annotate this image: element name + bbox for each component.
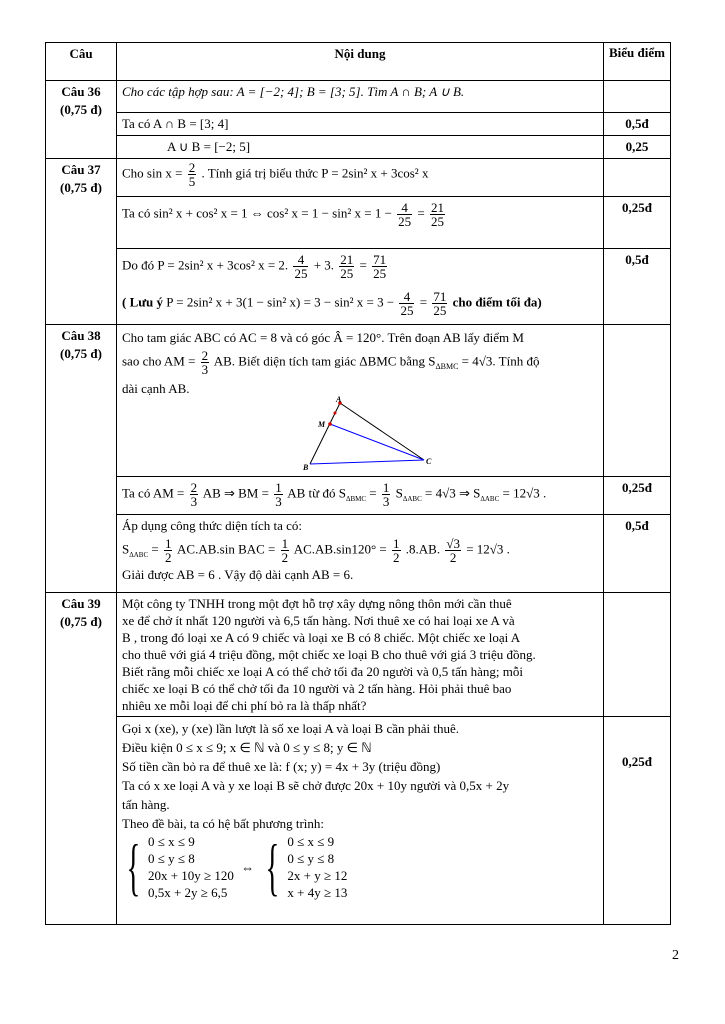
page-number: 2: [672, 948, 679, 963]
q36-score2: 0,25: [604, 136, 671, 159]
q37-score2: 0,5đ: [604, 249, 671, 325]
q36-prompt: [117, 81, 604, 113]
q37-prompt: [117, 159, 604, 197]
q39-system: [122, 833, 598, 901]
q38-score1: 0,25đ: [604, 477, 671, 515]
q38-score2: 0,5đ: [604, 515, 671, 593]
brace-left-1: {: [126, 831, 141, 902]
q38-l1-frac3: $\frac{1}{3}$: [382, 480, 390, 509]
q39-answer: [117, 717, 604, 925]
q39-a4: tấn hàng.: [122, 797, 170, 812]
q37-note-b: P = 2sin² x + 3(1 − sin² x) = 3 − sin² x = 3 −: [166, 294, 395, 310]
q37-prompt-b: . Tính giá trị biểu thức P = 2sin² x + 3cos² x: [201, 165, 429, 181]
q39-a0: Gọi x (xe), y (xe) lần lượt là số xe loại A và loại B cần phải thuê.: [122, 721, 460, 736]
q38-prompt: [117, 325, 604, 477]
q39-label-cell: [46, 593, 117, 925]
q39-label: Câu 39: [61, 596, 101, 611]
q36-line2: [117, 136, 604, 159]
q37-note-frac2: $\frac{71}{25}$: [433, 289, 447, 318]
header-cau: Câu: [46, 43, 117, 81]
fig-label-b: B: [303, 463, 309, 473]
q37-l1-frac1: $\frac{4}{25}$: [398, 200, 412, 229]
q37-note-c: =: [419, 294, 428, 310]
q38-l2: Áp dụng công thức diện tích ta có:: [122, 518, 302, 533]
q37-score1: 0,25đ: [604, 197, 671, 249]
q37-l1-frac2: $\frac{21}{25}$: [431, 200, 444, 229]
q36-score1: 0,5đ: [604, 113, 671, 136]
q39-equiv: ⇔: [241, 859, 255, 875]
triangle-figure: [300, 395, 440, 473]
q38-line1: Ta có AM = $\frac{2}{3}$ AB ⇒ BM = $\frac{1}{3}$ AB từ đó $S_{\Delta BMC}$ = $\frac{1}{3}$ $S_{\Delta ABC} = 4√3$ ⇒ $S_{\Delta ABC} = 12√3$ .: [117, 477, 604, 515]
q39-sys2: 0 ≤ x ≤ 9 0 ≤ y ≤ 8 2x + y ≥ 12 x + 4y ≥ 13: [287, 834, 348, 900]
q37-note-frac1: $\frac{4}{25}$: [400, 289, 414, 318]
q36-line2-text: A ∪ B = [−2; 5]: [167, 139, 251, 154]
answer-table: [45, 42, 671, 925]
q38-label-cell: [46, 325, 117, 593]
q36-line1: [117, 113, 604, 136]
q36-label: Câu 36: [61, 84, 101, 99]
q39-p1: xe để chở ít nhất 120 người và 6,5 tấn hàng. Nơi thuê xe có hai loại xe A và: [122, 613, 515, 628]
fig-label-c: C: [426, 457, 432, 467]
q38-p2-frac: $\frac{2}{3}$: [201, 348, 209, 377]
q39-a5: Theo đề bài, ta có hệ bất phương trình:: [122, 816, 325, 831]
q39-p2: B , trong đó loại xe A có 9 chiếc và loại xe B có 8 chiếc. Một chiếc xe loại A: [122, 630, 521, 645]
q37-label: Câu 37: [61, 162, 101, 177]
q37-label-cell: [46, 159, 117, 325]
q39-a1: Điều kiện 0 ≤ x ≤ 9; x ∈ ℕ và 0 ≤ y ≤ 8; y ∈ ℕ: [122, 740, 372, 755]
brace-left-2: {: [265, 831, 280, 902]
q37-l2-frac2: $\frac{21}{25}$: [340, 252, 354, 281]
q37-note-a: ( Lưu ý: [122, 294, 164, 310]
q37-l2c: =: [359, 257, 367, 273]
q39-points: (0,75 đ): [60, 614, 102, 629]
q36-label-cell: [46, 81, 117, 159]
q36-points: (0,75 đ): [60, 102, 102, 117]
q38-p1: Cho tam giác ABC có AC = 8 và có góc Â = 120°. Trên đoạn AB lấy điểm M: [122, 330, 524, 345]
q37-points: (0,75 đ): [60, 180, 102, 195]
q39-p3: cho thuê với giá 4 triệu đồng, một chiếc xe loại B cho thuê với giá 3 triệu đồng.: [122, 647, 536, 662]
q38-l1-frac2: $\frac{1}{3}$: [275, 480, 282, 509]
q37-l2a: Do đó P = 2sin² x + 3cos² x = 2.: [122, 257, 289, 273]
q37-note: [122, 290, 598, 317]
q37-l1a: Ta có sin² x + cos² x = 1 ⇔ cos² x = 1 − sin² x = 1 −: [122, 205, 392, 221]
q37-l1b: =: [417, 205, 425, 221]
q39-p4: Biết rằng mỗi chiếc xe loại A có thể chở tối đa 20 người và 0,5 tấn hàng; mỗi: [122, 664, 523, 679]
q38-label: Câu 38: [61, 328, 101, 343]
fig-label-a: A: [336, 395, 342, 405]
q39-sys1: 0 ≤ x ≤ 9 0 ≤ y ≤ 8 20x + 10y ≥ 120 0,5x + 2y ≥ 6,5: [147, 834, 234, 900]
q39-score1: 0,25đ: [604, 717, 671, 925]
q39-p5: chiếc xe loại B có thể chở tối đa 10 người và 2 tấn hàng. Hỏi phải thuê bao: [122, 681, 512, 696]
q39-prompt: [117, 593, 604, 717]
q36-prompt-text: Cho các tập hợp sau: A = [−2; 4]; B = [3; 5]. Tìm A ∩ B; A ∪ B.: [122, 84, 465, 99]
q37-line2: [117, 249, 604, 325]
q39-a3: Ta có x xe loại A và y xe loại B sẽ chở được 20x + 10y người và 0,5x + 2y: [122, 778, 510, 793]
q38-l1-frac1: $\frac{2}{3}$: [190, 480, 198, 509]
q37-l2b: + 3.: [313, 257, 335, 273]
fig-label-m: M: [318, 420, 326, 430]
q38-p2: sao cho AM = $\frac{2}{3}$ AB. Biết diện tích tam giác ΔBMC bằng $S_{\Delta BMC} = 4√3$. Tính độ: [122, 348, 540, 377]
q37-l2-frac3: $\frac{71}{25}$: [373, 252, 387, 281]
q39-p6: nhiêu xe mỗi loại để chi phí bỏ ra là thấp nhất?: [122, 698, 367, 713]
q39-p0: Một công ty TNHH trong một đợt hỗ trợ xây dựng nông thôn mới cần thuê: [122, 596, 512, 611]
q37-l2-frac1: $\frac{4}{25}$: [294, 252, 308, 281]
q36-line1-text: Ta có A ∩ B = [3; 4]: [122, 116, 229, 131]
q38-line2: [117, 515, 604, 593]
q38-l4: Giải được AB = 6 . Vậy độ dài cạnh AB = 6.: [122, 567, 354, 583]
q38-p3: dài cạnh AB.: [122, 381, 190, 397]
q37-prompt-a: Cho sin x =: [122, 165, 183, 181]
q39-a2: Số tiền cần bỏ ra để thuê xe là: f (x; y) = 4x + 3y (triệu đồng): [122, 759, 441, 774]
q37-line1: [117, 197, 604, 249]
header-noidung: Nội dung: [117, 43, 604, 81]
q38-points: (0,75 đ): [60, 346, 102, 361]
q38-l3: $S_{\Delta ABC}$ = $\frac{1}{2}$ AC.AB.sin BAC = $\frac{1}{2}$ AC.AB.sin120° = $\frac{1}{2}$ .8.AB. $\frac{√3}{2}$ = 12√3 .: [122, 536, 510, 565]
header-diem: Biểu điểm: [604, 43, 671, 81]
q37-prompt-frac: $\frac{2}{5}$: [188, 160, 196, 189]
q37-note-e: cho điểm tối đa): [452, 294, 542, 310]
